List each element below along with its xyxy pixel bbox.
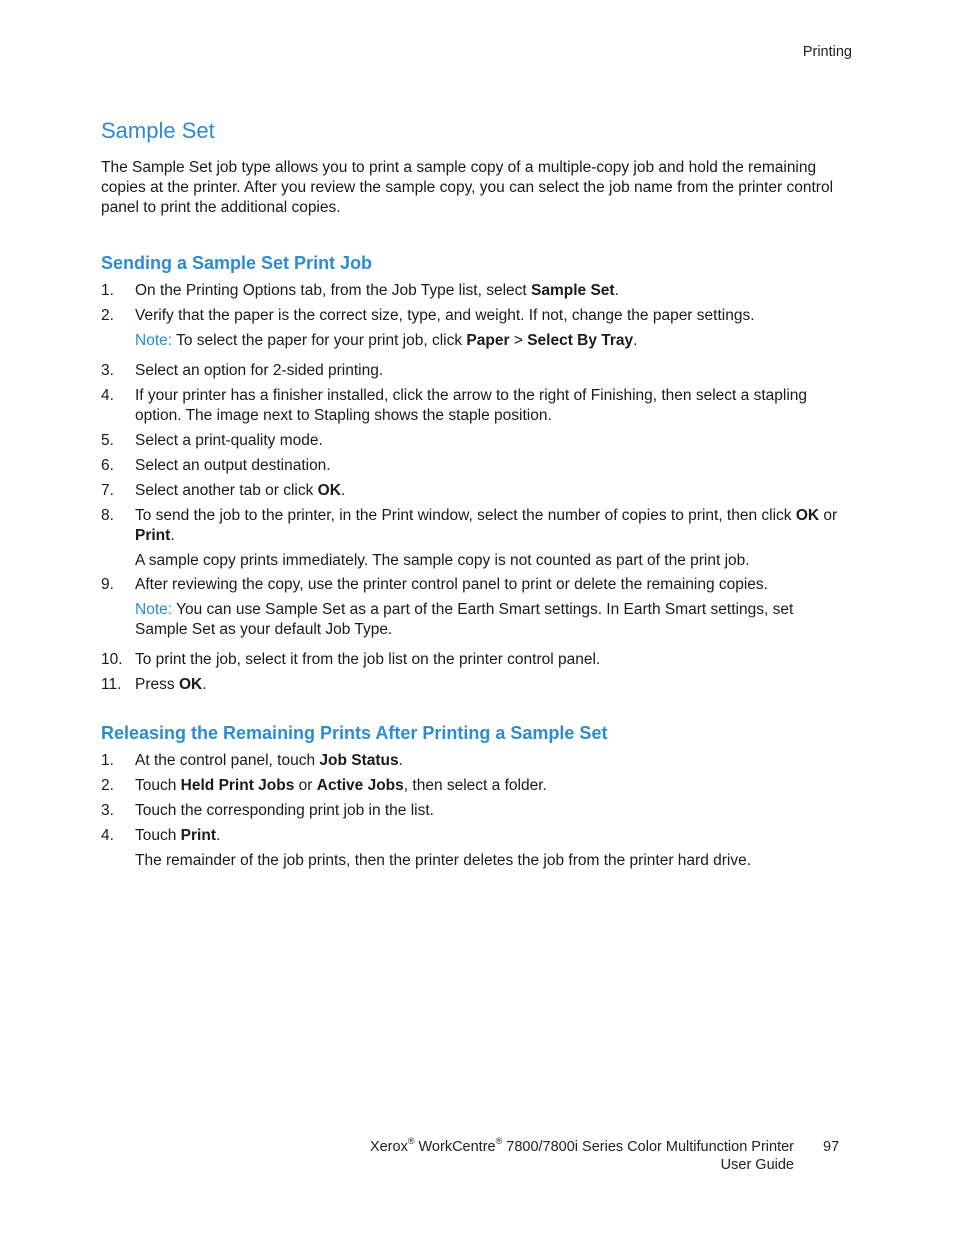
releasing-steps-list	[101, 751, 846, 871]
note-label: Note:	[135, 332, 173, 349]
note-paper: Note: To select the paper for your print job, click Paper > Select By Tray.	[135, 332, 638, 349]
section-heading-releasing: Releasing the Remaining Prints After Printing a Sample Set	[101, 723, 608, 743]
note-earth-smart: Note: You can use Sample Set as a part of the Earth Smart settings. In Earth Smart settings, set Sample Set as your default Job Type.	[135, 601, 794, 638]
list-item: 4. Touch Print.	[101, 827, 221, 844]
list-item: 11. Press OK.	[101, 676, 207, 693]
step-result: A sample copy prints immediately. The sample copy is not counted as part of the print job.	[135, 552, 750, 569]
list-item: 10. To print the job, select it from the job list on the printer control panel.	[101, 651, 601, 668]
list-item: 1. At the control panel, touch Job Status.	[101, 752, 403, 769]
page-title: Sample Set	[101, 118, 215, 143]
footer-guide-line: User Guide	[720, 1157, 794, 1173]
list-item: 5. Select a print-quality mode.	[101, 432, 323, 449]
step-result: The remainder of the job prints, then the printer deletes the job from the printer hard drive.	[135, 852, 752, 869]
running-header: Printing	[802, 44, 852, 60]
list-item: 2. Touch Held Print Jobs or Active Jobs, then select a folder.	[101, 777, 547, 794]
list-item: 3. Touch the corresponding print job in the list.	[101, 802, 434, 819]
page-footer	[370, 1138, 794, 1174]
list-item: 1. On the Printing Options tab, from the Job Type list, select Sample Set.	[101, 282, 619, 299]
list-item: 3. Select an option for 2-sided printing.	[101, 362, 384, 379]
list-item: 8. To send the job to the printer, in the Print window, select the number of copies to print, then click OK or Print.	[101, 507, 838, 544]
list-item: 4. If your printer has a finisher installed, click the arrow to the right of Finishing, then select a stapling option. The image next to Stapling shows the staple position.	[101, 387, 808, 424]
list-item: 2. Verify that the paper is the correct size, type, and weight. If not, change the paper settings.	[101, 307, 755, 324]
list-item: 6. Select an output destination.	[101, 457, 331, 474]
footer-product-line: Xerox® WorkCentre® 7800/7800i Series Color Multifunction Printer	[369, 1136, 794, 1155]
list-item: 7. Select another tab or click OK.	[101, 482, 346, 499]
note-label: Note:	[135, 601, 173, 618]
page-number: 97	[823, 1139, 840, 1155]
sending-steps-list	[101, 281, 846, 695]
section-heading-sending: Sending a Sample Set Print Job	[101, 253, 373, 273]
page-content	[101, 116, 846, 875]
intro-paragraph: The Sample Set job type allows you to print a sample copy of a multiple-copy job and hold the remaining copies at the printer. After you review the sample copy, you can select the job name from the printer control panel to print the additional copies.	[101, 159, 834, 216]
list-item: 9. After reviewing the copy, use the printer control panel to print or delete the remaining copies.	[101, 576, 768, 593]
